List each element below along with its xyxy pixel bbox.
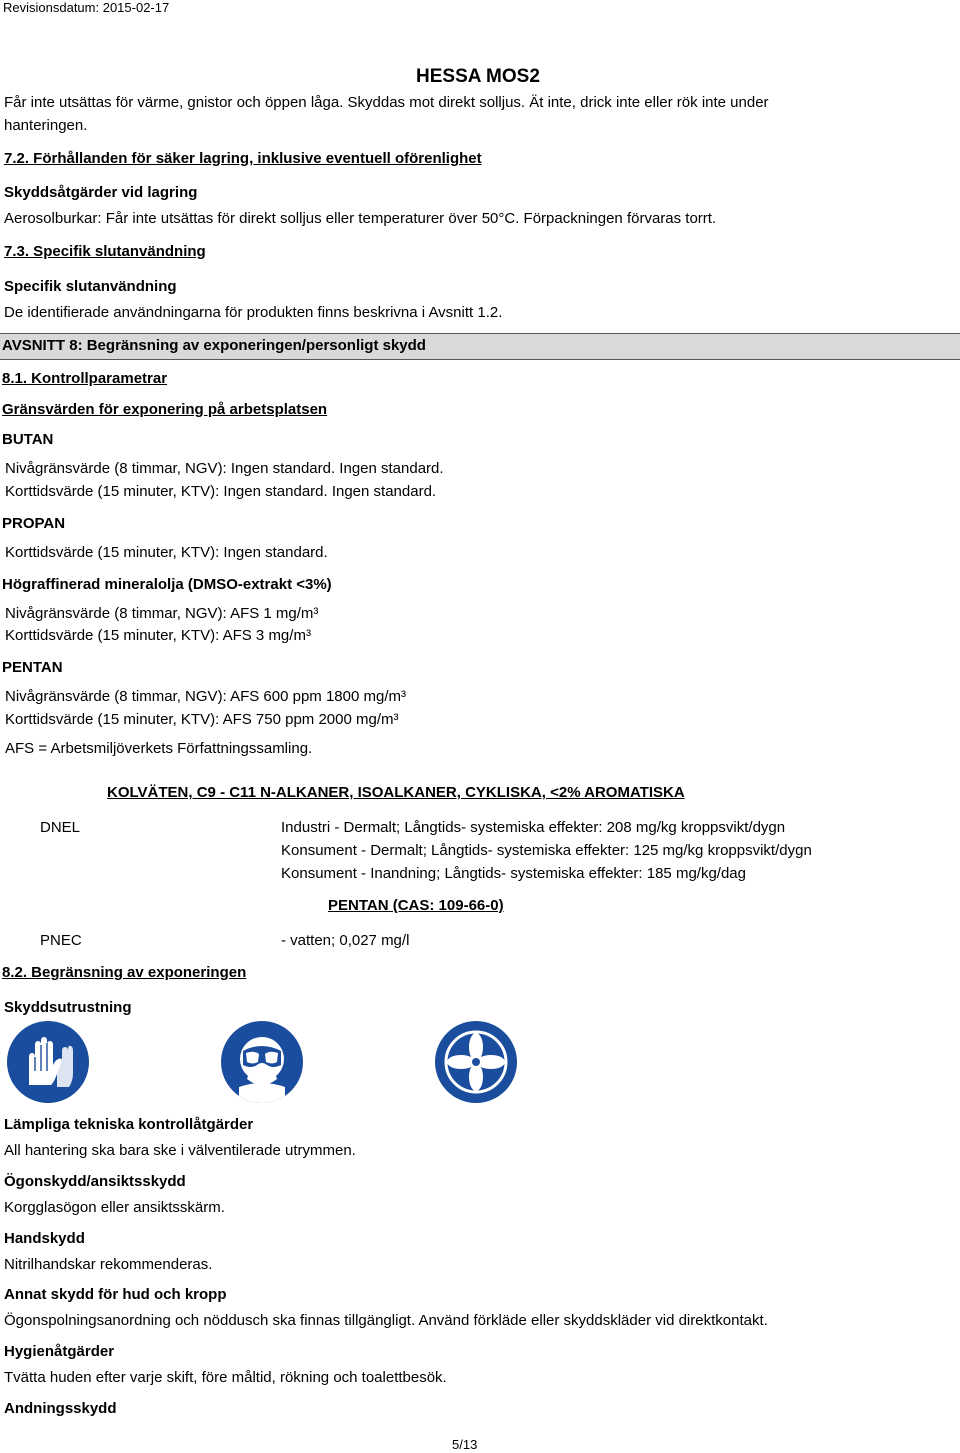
dnel-industry: Industri - Dermalt; Långtids- systemiska effekter: 208 mg/kg kroppsvikt/dygn bbox=[281, 819, 786, 836]
subheading-protective-equipment: Skyddsutrustning bbox=[4, 999, 132, 1016]
subheading-exposure-limits: Gränsvärden för exponering på arbetsplatsen bbox=[2, 401, 328, 418]
substance-mineral-oil: Högraffinerad mineralolja (DMSO-extrakt <3%) bbox=[2, 576, 332, 593]
subheading-storage: Skyddsåtgärder vid lagring bbox=[4, 184, 198, 201]
intro-line-1: Får inte utsättas för värme, gnistor och öppen låga. Skyddas mot direkt solljus. Ät inte, drick inte eller rök inte under bbox=[4, 94, 769, 111]
pnec-substance-heading: PENTAN (CAS: 109-66-0) bbox=[328, 897, 504, 914]
mineral-ngv: Nivågränsvärde (8 timmar, NGV): AFS 1 mg/m³ bbox=[5, 605, 319, 622]
dnel-consumer-inhalation: Konsument - Inandning; Långtids- systemiska effekter: 185 mg/kg/dag bbox=[281, 865, 746, 882]
heading-8-1: 8.1. Kontrollparametrar bbox=[2, 370, 168, 387]
eye-protection-text: Korgglasögon eller ansiktsskärm. bbox=[4, 1199, 225, 1216]
heading-7-2: 7.2. Förhållanden för säker lagring, inklusive eventuell oförenlighet bbox=[4, 150, 482, 167]
subheading-hygiene: Hygienåtgärder bbox=[4, 1343, 115, 1360]
heading-8-2: 8.2. Begränsning av exponeringen bbox=[2, 964, 247, 981]
storage-text: Aerosolburkar: Får inte utsättas för direkt solljus eller temperaturer över 50°C. Förpackningen förvaras torrt. bbox=[4, 210, 717, 227]
ventilation-fan-icon bbox=[435, 1021, 517, 1103]
afs-note: AFS = Arbetsmiljöverkets Författningssamling. bbox=[5, 740, 313, 757]
subheading-technical-controls: Lämpliga tekniska kontrollåtgärder bbox=[4, 1116, 254, 1133]
subheading-respiratory: Andningsskydd bbox=[4, 1400, 117, 1417]
product-title: HESSA MOS2 bbox=[416, 66, 540, 87]
propan-ktv: Korttidsvärde (15 minuter, KTV): Ingen standard. bbox=[5, 544, 328, 561]
hygiene-text: Tvätta huden efter varje skift, före måltid, rökning och toalettbesök. bbox=[4, 1369, 447, 1386]
dnel-label: DNEL bbox=[40, 819, 81, 836]
pentan-ngv: Nivågränsvärde (8 timmar, NGV): AFS 600 ppm 1800 mg/m³ bbox=[5, 688, 406, 705]
substance-butan: BUTAN bbox=[2, 431, 54, 448]
section-8-title: AVSNITT 8: Begränsning av exponeringen/personligt skydd bbox=[2, 337, 426, 354]
page-number: 5/13 bbox=[452, 1437, 478, 1452]
butan-ngv: Nivågränsvärde (8 timmar, NGV): Ingen standard. Ingen standard. bbox=[5, 460, 444, 477]
gloves-icon bbox=[7, 1021, 89, 1103]
subheading-hand-protection: Handskydd bbox=[4, 1230, 85, 1247]
dnel-substance-heading: KOLVÄTEN, C9 - C11 N-ALKANER, ISOALKANER, CYKLISKA, <2% AROMATISKA bbox=[107, 784, 685, 801]
mineral-ktv: Korttidsvärde (15 minuter, KTV): AFS 3 mg/m³ bbox=[5, 627, 311, 644]
substance-propan: PROPAN bbox=[2, 515, 66, 532]
skin-protection-text: Ögonspolningsanordning och nöddusch ska finnas tillgängligt. Använd förkläde eller skyddskläder vid direktkontakt. bbox=[4, 1312, 768, 1329]
butan-ktv: Korttidsvärde (15 minuter, KTV): Ingen standard. Ingen standard. bbox=[5, 483, 437, 500]
pnec-label: PNEC bbox=[40, 932, 82, 949]
technical-controls-text: All hantering ska bara ske i välventilerade utrymmen. bbox=[4, 1142, 356, 1159]
heading-7-3: 7.3. Specifik slutanvändning bbox=[4, 243, 206, 260]
end-use-text: De identifierade användningarna för produkten finns beskrivna i Avsnitt 1.2. bbox=[4, 304, 503, 321]
subheading-skin-protection: Annat skydd för hud och kropp bbox=[4, 1286, 227, 1303]
hand-protection-text: Nitrilhandskar rekommenderas. bbox=[4, 1256, 213, 1273]
dnel-consumer-dermal: Konsument - Dermalt; Långtids- systemiska effekter: 125 mg/kg kroppsvikt/dygn bbox=[281, 842, 812, 859]
pnec-value: - vatten; 0,027 mg/l bbox=[281, 932, 410, 949]
intro-line-2: hanteringen. bbox=[4, 117, 88, 134]
subheading-end-use: Specifik slutanvändning bbox=[4, 278, 177, 295]
substance-pentan: PENTAN bbox=[2, 659, 63, 676]
pentan-ktv: Korttidsvärde (15 minuter, KTV): AFS 750 ppm 2000 mg/m³ bbox=[5, 711, 399, 728]
revision-date: Revisionsdatum: 2015-02-17 bbox=[3, 0, 170, 15]
subheading-eye-protection: Ögonskydd/ansiktsskydd bbox=[4, 1173, 186, 1190]
goggles-icon bbox=[221, 1021, 303, 1103]
